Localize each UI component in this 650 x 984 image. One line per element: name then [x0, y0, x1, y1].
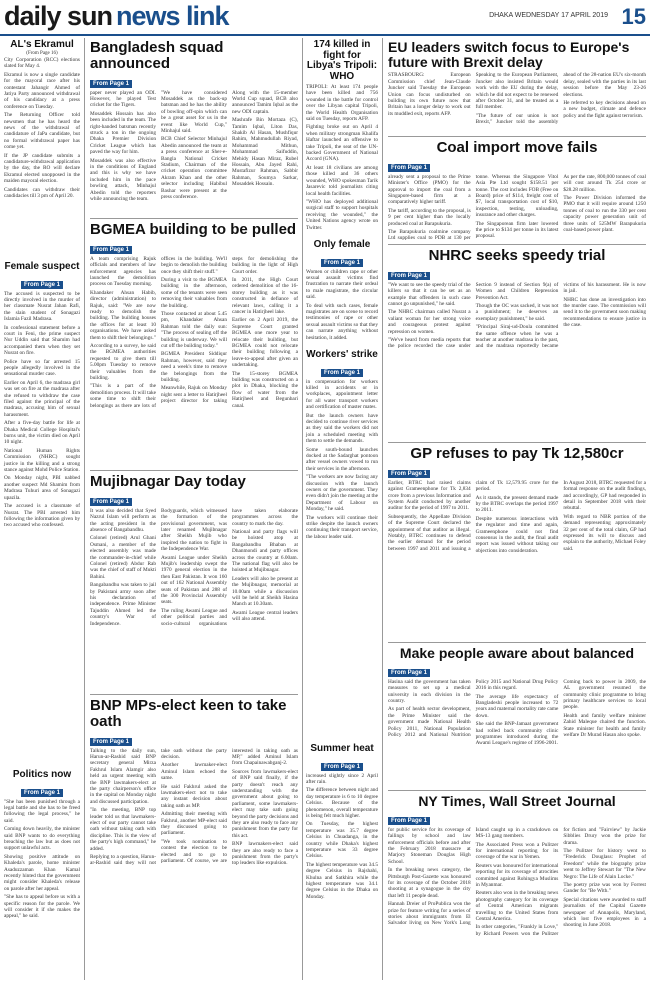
masthead — [0, 0, 650, 36]
paragraph: Colonel (retired) Arul Ghani Osmani, a member of the elected assembly was made the commander-in-chief while Colonel (retired) Abdur Rab was the chief of staff of Mukti Bahini. — [90, 535, 156, 580]
paragraph: Some south-bound launches docked at the Sadarghat pontoon after vessel owners vowed to run their services in the afternoon. — [306, 446, 378, 472]
article-body — [4, 799, 80, 920]
paragraph: Hasina said the government has taken measures to set up a medical university in each division in the country. — [388, 678, 471, 704]
paragraph: Awami League central leaders will also attend. — [232, 609, 298, 623]
article-politics — [4, 770, 80, 922]
section-divider — [388, 642, 646, 643]
paragraph: paper never played an ODI. However, he played Test cricket for the Tigers. — [90, 89, 156, 109]
article-body — [90, 748, 298, 867]
paragraph: Those contacted at about 5.45 pm, Khandaker Ahsan Rahman told the daily sun: "The process of sealing off the building is underway. We will cut off the building today." — [161, 311, 227, 350]
paragraph: Sources from lawmakers-elect of BNP said finally, if the party doesn't reach any understanding with the government about going to parliament, some lawmakers-elect may take oath going beyond the party decisions and they are also ready to face any punishment from the party for this act. — [232, 768, 298, 839]
paragraph: Health and family welfare minister Zahid Maleque chaired the function. State minister for health and family welfare Dr Murad Hasan also spoke. — [563, 712, 646, 738]
paragraph: In the breaking news category, the Pittsburgh Post-Gazette was honoured for its coverage of the October 2018 shooting at a synagogue in the city that left 11 people dead. — [388, 867, 471, 899]
section-divider — [90, 218, 298, 219]
article-title: Politics now — [12, 769, 72, 780]
article-body — [306, 379, 378, 541]
from-page-tag: From Page 1 — [388, 164, 430, 172]
dateline: DHAKA WEDNESDAY 17 APRIL 2019 — [489, 12, 608, 19]
article-source: (From Page 16) — [26, 50, 58, 56]
paragraph: The Returning Officer told newsmen that he has heard the news of the withdrawal of candidature of JaPa candidate, but no formal withdrawal paper has come yet. — [4, 112, 80, 151]
column-rule — [84, 38, 85, 980]
article-body — [388, 282, 646, 350]
article-title: NHRC seeks speedy trial — [428, 247, 606, 264]
paragraph: He said Fakhrul asked the lawmakers-elect not to take any instant decision about taking oath as MP. — [161, 783, 227, 809]
article-eu-brexit — [388, 40, 646, 126]
paragraph: Speaking to the European Parliament, Juncker also insisted Britain would work with the EU during the delay, which he did not expect to be renewed after October 31, and be treated as a full member. — [475, 72, 559, 111]
paragraph: With regard to NBR portion of the demand representing approximately 32 per cent of the total claim, GP had expressed its will to discuss and explain to the authority, Michael Foley said. — [563, 513, 646, 552]
paragraph: It was also decided that Syed Nazrul Islam will perform as the acting president in the absence of Bangabandhu. — [90, 507, 156, 533]
paragraph: Khandaker Ahsan Habib, director (administration) to Rajuk, said: "We are now ready to demolish the building. The building houses the offices for at least 10 organisations. We have asked them to shift their belongings." — [90, 289, 156, 341]
article-title: Female suspect — [4, 261, 80, 272]
paragraph: The Power Division informed the PMO that it will require around 1250 tonnes of coal to run the 330 per cent capacity power generation unit of three units of 525MW Barapukuria coal-based power plant. — [563, 194, 646, 233]
paragraph: The tariff, according to the proposal, is 9 per cent higher than the locally produced coal at Barapukuria. — [388, 207, 471, 227]
paragraph: The accused is a classmate of Nusrat. The PBI arrested him following the information given by two accused who confessed. — [4, 503, 80, 529]
paragraph: The Associated Press won a Pulitzer for international reporting for its coverage of the war in Yemen. — [475, 841, 559, 861]
article-title: AL's Ekramul — [10, 39, 74, 50]
paragraph: "We want to see the speedy trial of the killers so that it can be set as an example that offenders in such case cannot go unpunished," he said. — [388, 281, 471, 307]
article-body — [90, 256, 298, 409]
paragraph: In other categories, "Frankly in Love," by Richard Powers won the Pulitzer for fiction and "Fairview" by Jackie Sibblies Drury won the prize for drama. — [475, 826, 646, 937]
column-rule — [382, 38, 383, 980]
paragraph: "In the meeting, BNP top leader told us that lawmakers-elect of our party cannot take oath without taking oath with discipline. This is the view of the party's high command," he added. — [90, 807, 156, 852]
paragraph: Mosaddek was also effective in the conditions of England and this is why we have included him in the pace bowling attack, Minhajul Abedin told the reporters while announcing the team. — [90, 157, 156, 202]
paragraph: On Monday night, PBI nabbed another suspect Md Shamim from Madrasa Tuhuri area of Sonagazi upazila. — [4, 475, 80, 501]
section-divider — [388, 442, 646, 443]
from-page-tag: From Page 1 — [90, 80, 132, 88]
paragraph: According to a survey, he said the BGMEA authorities requested to give them till 5.00pm Tuesday to remove their valuables from the building. — [90, 343, 156, 382]
paragraph: Bangabandhu was taken to jail by Pakistani army soon after his declaration of independence. Prime Minister Tajuddin Ahmed led the country's War of Independence. — [90, 582, 156, 627]
article-title: BNP MPs-elect keen to take oath — [90, 697, 287, 730]
from-page-tag: From Page 1 — [388, 272, 430, 280]
paragraph: Another lawmaker-elect Aminul Islam echoed the same. — [161, 762, 227, 782]
paragraph: "We took nomination to contest the election to be elected and to go to parliament. Of course, we are interested in taking oath as MP," added Aminul Islam from Chapainawabganj-2. — [161, 747, 298, 864]
paragraph: Earlier, BTRC had raised claims against Grameenphone for Tk 2,834 crore from a previous Information and System Audit conducted by another auditor for the period of 1997 to 2011. — [388, 479, 471, 512]
article-title: Coal import move fails — [436, 139, 598, 156]
article-libya — [306, 40, 378, 233]
paragraph: Fighting broke out on April 4 when military strongman Khalifa Haftar launched an offensive to take Tripoli, the seat of the UN-backed Government of National Accord (GNA). — [306, 124, 378, 163]
paragraph: NHRC has done an investigation into the murder case. The commission will send it to the government soon making recommendations to ensure justice in the case. — [563, 296, 646, 329]
paragraph: Talking to the daily sun, Harun-ar-Rashid said BNP secretary general Mirza Fakhrul Islam Alamgir also held an urgent meeting with the BNP lawmakers-elect at the party chairperson's office in the capital on Monday night and discussed participation. — [90, 747, 156, 805]
paragraph: Ekramul is now a single candidate for the mayoral race after his contestant Jahangir Ahmed of Jatiya Party announced withdrawal of his candidacy at a press conference on Tuesday. — [4, 71, 80, 110]
paragraph: The 15-storey BGMEA building was constructed on a plot in Dhaka, blocking the flow of water from the Hatirjheel and Begunbari canal. — [232, 370, 298, 409]
page-number: 15 — [621, 4, 646, 29]
paragraph: Along with the 15-member World Cup squad, BCB also announced Tamim Iqbal as the new ODI captain. — [232, 89, 298, 115]
paragraph: City Corporation (RCC) elections slated for May 4. — [4, 56, 80, 70]
paragraph: The Singaporean firm later lowered the price to $134 per tonne in its latest proposal. — [475, 220, 559, 240]
article-bnp — [90, 698, 298, 867]
paragraph: "The future of our union is not Brexit," Juncker told the assembly ahead of the 28-nation EU's six-month delay, sealed with the parties in its last session before the May 23-26 elections. — [475, 72, 646, 126]
paragraph: The highest temperature was 34.5 degree Celsius in Rajshahi, Khulna and Satkhira while the highest temperature was 34.1 degree Celsius in the Dhaka on Monday. — [306, 861, 378, 900]
paragraph: To deal with such cases, female magistrates are on scene to record testimonies of rape or other sexual assault victims so that they can narrate anything without hesitation, it added. — [306, 302, 378, 341]
article-title: Only female — [313, 239, 371, 250]
from-page-tag: From Page 1 — [90, 498, 132, 506]
article-body — [90, 90, 298, 203]
logo-news-link: news link — [116, 0, 229, 31]
article-title: Make people aware about balanced — [399, 645, 635, 661]
column-rule — [302, 38, 303, 980]
paragraph: Special citations were awarded to staff journalists of the Capital Gazette newspaper of Annapolis, Maryland, which lost five employees in a shooting in June 2018. — [563, 896, 646, 929]
article-cricket — [90, 40, 298, 202]
section-divider — [90, 470, 298, 471]
paragraph: Reuters was honoured for international reporting for its coverage of atrocities committed against Rohingya Muslims in Myanmar. — [475, 862, 559, 888]
paragraph: Earlier on 2 April 2019, the Supreme Court granted BGMEA one more year to relocate their building, but BGMEA could not relocate their building following a leave-to-appeal after given an undertaking. — [232, 317, 298, 369]
paragraph: "We've heard from media reports that the police recorded the case under Section 9 instead of Section 9(a) of Women and Children Repression Prevention Act. — [388, 281, 559, 350]
paragraph: in compensation for workers killed in accidents or in workplaces, appointment letter for all water transport workers and certification of master mates. — [306, 378, 378, 411]
article-body — [388, 480, 646, 554]
paragraph: The Barapukuria coalmine company Ltd supplies coal to PDB at 130 per tonne. Whereas the Singapore Vitol Asia Pte Ltd sought $158.51 per tonne. The cost includes FOB (Free on Board) price of $114, freight cost of $7, local transportation cost of $10, inspection, testing, unloading, insurance and other charges. — [388, 173, 559, 242]
article-body — [90, 508, 298, 627]
paragraph: "She has to appeal before us with a specific reason for the parole. We will consider it if she makes the appeal," he said. — [4, 894, 80, 920]
article-title: 174 killed in fight for Libya's Tripoli: WHO — [306, 39, 378, 82]
article-title: Mujibnagar Day today — [90, 473, 246, 490]
section-divider — [388, 244, 646, 245]
paragraph: At least 18 civilians are among those killed and 36 others wounded, WHO spokesman Tarik Jasarevic told journalists citing local health facilities. — [306, 164, 378, 197]
article-gp — [388, 446, 646, 554]
from-page-tag: From Page 1 — [90, 246, 132, 254]
article-body — [388, 72, 646, 125]
paragraph: The NHRC chairman called Nusrat a valiant woman for her strong voice and courageous protest against repression on women. — [388, 309, 471, 335]
from-page-tag: From Page 1 — [321, 763, 363, 771]
paragraph: In August 2018, BTRC requested for a formal response on the audit findings, and accordingly, GP had responded in detail in September 2018 with their rebuttal. — [563, 479, 646, 512]
paragraph: But the launch owners have decided to continue river services as they said the workers did not join a scheduled meeting with them to settle the demands. — [306, 412, 378, 445]
paragraph: Coming down heavily, the minister said BNP wants to do everything breaching the law but as does not support unlawful acts. — [4, 826, 80, 852]
newspaper-logo — [4, 2, 229, 30]
paragraph: Candidates can withdraw their candidacies till 3 pm of April 20. — [4, 186, 80, 200]
paragraph: STRASBOURG: European Commission chief Jean-Claude Juncker said Tuesday the European Union can focus undisturbed on building its own future now that Britain has a longer delay to work out its muddled exit, reports AFP. — [388, 72, 471, 117]
paragraph: In confessional statement before a court in Feni, the prime suspect Nur Uddin said that Shamim had accompanied them when they set Nusrat on fire. — [4, 324, 80, 357]
article-body — [306, 773, 378, 901]
paragraph: During a visit to the BGMEA building in the afternoon, some of the tenants were seen removing their valuables from the building. — [161, 276, 227, 309]
article-body — [306, 269, 378, 341]
paragraph: "We have considered Mosaddek as the back-up batsman and he has the ability of bowling off-spin which can be a great asset for us in the event like World Cup," Minhajul said. — [161, 89, 227, 134]
paragraph: The poetry prize was won by Forrest Gander for "Be With." — [563, 881, 646, 895]
paragraph: After a five-day battle for life at Dhaka Medical College Hospital's burns unit, the victim died on April 10 night. — [4, 420, 80, 446]
paragraph: If the JP candidate submits a candidature-withdrawal application by the day, the RO will declare Ekramul elected unopposed in the maiden mayoral election. — [4, 152, 80, 185]
section-divider — [388, 790, 646, 791]
article-body — [388, 679, 646, 747]
from-page-tag: From Page 1 — [21, 281, 63, 289]
paragraph: Reuters also won in the breaking news photography category for its coverage of Central American migrants travelling to the United States from Central America. — [475, 890, 559, 922]
from-page-tag: From Page 1 — [388, 470, 430, 478]
paragraph: already sent a proposal to the Prime Minister's Office (PMO) for the approval to import the coal from a Singapore-based firm at a comparatively higher tariff. — [388, 173, 471, 206]
article-title: Summer heat — [310, 743, 374, 754]
paragraph: TRIPOLI: At least 174 people have been killed and 756 wounded in the battle for control over the Libyan capital Tripoli, the World Health Organisation said on Tuesday, reports AFP. — [306, 84, 378, 123]
paragraph: BNP lawmakers-elect said they are also ready to face a punishment from the party's top leaders like expulsion. — [232, 841, 298, 867]
article-coal-import — [388, 140, 646, 242]
article-body — [4, 291, 80, 529]
paragraph: The difference between night and day temperature is 6 to 10 degree Celsius. Because of the phenomenon, overall temperature is being felt much higher. — [306, 787, 378, 819]
article-title: BGMEA building to be pulled — [90, 221, 297, 238]
paragraph: "This is a part of the demolition process. It will take some time to shift their belongings as there are lots of offices in the building. We'll begin to demolish the building once they shift their stuff." — [90, 255, 227, 409]
paragraph: The Pulitzer for history went to "Frederick Douglass: Prophet of Freedom" while the biography prize went to Jeffrey Stewart for "The New Negro: The Life of Alain Locke." — [563, 847, 646, 880]
article-title: GP refuses to pay Tk 12,580cr — [410, 445, 624, 462]
logo-daily-sun: daily sun — [4, 0, 113, 31]
section-divider — [90, 694, 298, 695]
article-nyt-pulitzer — [388, 794, 646, 937]
paragraph: A team comprising Rajuk officials and members of law enforcement agencies has launched the demolition process on Tuesday morning. — [90, 255, 156, 288]
paragraph: Though the OC was sacked, it was not a punishment; he deserves an exemplary punishment," he said. — [475, 302, 559, 322]
paragraph: "She has been punished through a legal battle and she has to be freed following the legal process," he said. — [4, 798, 80, 824]
article-female-suspect — [4, 262, 80, 531]
article-title: NY Times, Wall Street Journal — [418, 793, 616, 809]
article-title: Bangladesh squad announced — [90, 39, 224, 72]
paragraph: Earlier on April 6, the madrasa girl was set on fire at the madrasa after she refused to withdraw the case filed against the principal of the madrasa, accusing him of sexual harassment. — [4, 379, 80, 418]
from-page-tag: From Page 1 — [21, 789, 63, 797]
paragraph: "Principal Siraj-ud-Doula committed the same offence when he was a teacher at another madrasa in the past, and the madrasa reportedly became victims of his harassment. He is now in jail. — [475, 281, 646, 350]
article-only-female — [306, 240, 378, 343]
from-page-tag: From Page 1 — [321, 259, 363, 267]
paragraph: Meanwhile, Rajuk on Monday night sent a letter to Hatirjheel project director for taking steps for demolishing the building in the light of High Court order. — [161, 255, 298, 405]
paragraph: Admitting their meeting with Fakhrul, another MP-elect said they discussed going to parliament. — [161, 811, 227, 837]
article-body — [306, 84, 378, 231]
article-summer-heat — [306, 744, 378, 902]
from-page-tag: From Page 1 — [388, 669, 430, 677]
paragraph: Awami League under Sheikh Mujib's leadership swept the 1970 general election in the then East Pakistan. It won 160 out of 162 National Assembly seats of Pakistan and 288 of the 300 Provincial Assembly seats. — [161, 554, 227, 606]
paragraph: The average life expectancy of Bangladeshi people increased to 72 years and maternal mortality rate came down. — [475, 693, 559, 719]
article-title: Workers' strike — [306, 349, 378, 360]
article-nhrc — [388, 248, 646, 350]
article-health — [388, 646, 646, 747]
paragraph: National and party flags will be hoisted atop at Bangabandhu Bhaban at Dhanmondi and party offices across the country at 6.00am. The national flag will also be hoisted at Mujibnagar. — [232, 528, 298, 574]
squad-list: Mashrafe Bin Mortaza (C), Tamim Iqbal, Liton Das, Shakib Al Hasan, Mushfiqur Rahim, Mahmudullah Riyad, Mohammad Mithun, Mohammad Saifuddin, Mehidy Hasan Miraz, Rubel Hossain, Abu Jayed Rahi, Mustafizur Rahman, Sabbir Rahman, Soumya Sarkar, Mosaddek Hossain. — [232, 117, 298, 188]
article-ekramul — [4, 40, 80, 201]
paragraph: The workers will continue their strike despite the launch owners continuing their transport service, the labour leader said. — [306, 514, 378, 540]
paragraph: National Human Rights Commission (NHRC) sought justice in the killing and a strong stance against Mohd Police Station. — [4, 447, 80, 474]
paragraph: Showing positive attitude on Khaleda's parole, home minister Asaduzzaman Khan Kamal recently hinted that the government might consider Khaleda's release on parole after her appeal. — [4, 853, 80, 892]
paragraph: "The workers are now facing any discussion with the launch owners or the government. They even didn't join the meeting at the Department of Labour on Monday," he said. — [306, 474, 378, 513]
paragraph: On Tuesday, the highest temperature was 35.7 degree Celsius in Chuadanga, in the country while Dhaka's highest temperature was 33 degree Celsius. — [306, 821, 378, 860]
paragraph: As it stands, the present demand made by the BTRC overlaps the period 1997 to 2011. — [475, 494, 559, 514]
article-workers-strike — [306, 350, 378, 542]
paragraph: Coming back to power in 2009, the AL government resumed the community clinic programme to bring primary healthcare services to local people. — [563, 678, 646, 711]
from-page-tag: From Page 1 — [388, 817, 430, 825]
paragraph: BCB Chief Selector Minhajul Abedin announced the team at a press conference at Sher-e-Bangla National Cricket Stadium, Chairman of the cricket operation committee Akram Khan and the other selector including Habibul Bashar were present at the press conference. — [161, 136, 227, 200]
paragraph: Replying to a question, Harun-ar-Rashid said they will not take oath without the party decision. — [90, 747, 227, 867]
paragraph: In 2011, the High Court ordered demolition of the 16-storey building as it was constructed in defiance of relevant laws, calling it a cancer in Hatirjheel lake. — [232, 276, 298, 315]
article-body — [4, 57, 80, 200]
paragraph: Hannah Dreier of ProPublica won the prize for feature writing for a series of stories about immigrants from El Salvador living on New York's Long Island caught up in a crackdown on MS-13 gang members. — [388, 826, 559, 927]
from-page-tag: From Page 1 — [90, 738, 132, 746]
paragraph: As per the rate, 800,000 tonnes of coal will cost around Tk 254 crore or $28.28 million. — [563, 173, 646, 193]
paragraph: Despite numerous interactions with the regulator and time and again, Grameenphone could not find consensus in the audit, the final audit report was issued without taking our objections into consideration. — [475, 515, 559, 554]
paragraph: Subsequently, the Appellate Division of the Supreme Court declared the appointment of that auditor as illegal. Notably, BTRC continues to defend the earlier demand for the period between 1997 and 2011 and issuing a claim of Tk 12,579.95 crore for the period. — [388, 479, 559, 552]
paragraph: She said the BNP-Jamaat government had rolled back community clinic programmes introduced during the Awami League's regime of 1996-2001. — [475, 721, 559, 747]
paragraph: "WHO has deployed additional surgical staff to support hospitals receiving the wounded," the United Nations agency wrote on Twitter. — [306, 198, 378, 231]
article-mujibnagar — [90, 474, 298, 627]
section-divider — [388, 136, 646, 137]
article-body — [388, 174, 646, 242]
paragraph: Women or children rape or other sexual assault victims find frustration to narrate their ordeal to male magistrate, the circular said. — [306, 268, 378, 301]
paragraph: increased slightly since 2 April after rain. — [306, 772, 378, 785]
paragraph: The accused is suspected to be directly involved in the murder of her classmate Nusrat Jahan Rafi, the slain student of Sonagazi Islamia Fazil Madrasa. — [4, 290, 80, 323]
paragraph: The ruling Awami League and other political parties and socio-cultural organisations have taken elaborate programmes across the country to mark the day. — [161, 507, 298, 627]
paragraph: He referred to key decisions ahead on a new budget, climate and defence policy and the fight against terrorism. — [563, 100, 646, 119]
article-body — [388, 827, 646, 938]
from-page-tag: From Page 1 — [321, 369, 363, 377]
paragraph: for public service for its coverage of failings by school and law enforcement officials before and after the February 2018 massacre at Marjory Stoneman Douglas High School. — [388, 826, 471, 865]
paragraph: Mosaddek Hossain has also been included in the team. The right-handed batsman recently struck a ton in the ongoing Dhaka Premier Division Cricket League which has paved the way for him. — [90, 110, 156, 156]
paragraph: Police have so far arrested 15 people allegedly involved in the sensational murder case. — [4, 358, 80, 378]
paragraph: BGMEA President Siddiqur Rahman, however, said they need a week's time to remove the belongings from the building. — [161, 351, 227, 384]
paragraph: As part of health sector development, the Prime Minister said the government made National Health Policy 2011, National Population Policy 2012 and National Nutrition Policy 2015 and National Drug Policy 2016 in this regard. — [388, 678, 559, 738]
paragraph: Leaders will also be present at the Mujibnagar, memorial at 10.00am while a discussion will be held at Sheikh Hasina Manch at 10.30am. — [232, 575, 298, 608]
article-bgmea — [90, 222, 298, 409]
paragraph: Bodyguards, which witnessed the formation of the provisional government, was later renamed Mujibnagar after Sheikh Mujib who inspired the nation to fight in the Independence War. — [161, 507, 227, 553]
article-title: EU leaders switch focus to Europe's future with Brexit delay — [388, 39, 630, 70]
